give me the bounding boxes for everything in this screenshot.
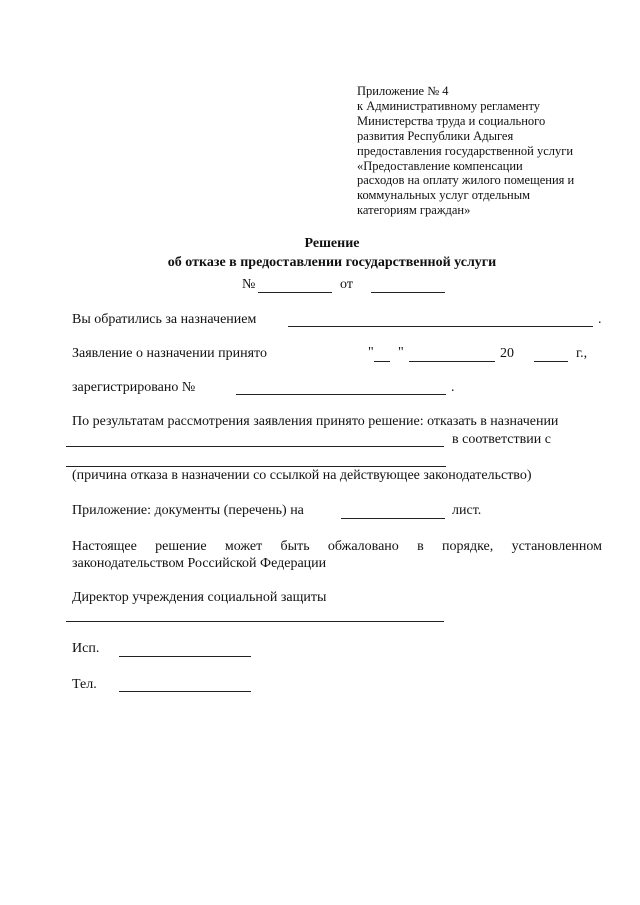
annex-line: к Административному регламенту [357, 98, 541, 113]
phone-field[interactable] [119, 691, 251, 692]
document-title: Решение [304, 236, 360, 251]
applied-service-field[interactable] [288, 326, 593, 327]
document-subtitle: об отказе в предоставлении государственной услуги [167, 255, 497, 270]
quote-open: " [368, 345, 374, 360]
number-field[interactable] [258, 292, 332, 293]
year-prefix: 20 [500, 346, 514, 361]
date-field[interactable] [371, 292, 445, 293]
refused-service-field[interactable] [66, 446, 444, 447]
director-signature-field[interactable] [66, 621, 444, 622]
from-label: от [340, 277, 353, 292]
annex-line: коммунальных услуг отдельным [357, 188, 531, 203]
attachment-label: Приложение: документы (перечень) на [72, 503, 304, 518]
day-field[interactable] [374, 361, 390, 362]
applied-label: Вы обратились за назначением [72, 312, 257, 327]
director-label: Директор учреждения социальной защиты [72, 590, 327, 605]
decision-text: По результатам рассмотрения заявления принято решение: отказать в назначении [72, 414, 559, 429]
annex-line: «Предоставление компенсации [357, 158, 523, 173]
sheets-count-field[interactable] [341, 518, 445, 519]
attachment-suffix: лист. [452, 503, 482, 518]
year-suffix: г., [576, 346, 588, 361]
accepted-label: Заявление о назначении принято [72, 346, 267, 361]
annex-line: Министерства труда и социального [357, 113, 546, 128]
registered-label: зарегистрировано № [72, 380, 196, 395]
accordance-text: в соответствии с [452, 432, 551, 447]
annex-line: расходов на оплату жилого помещения и [357, 173, 575, 188]
annex-line: категориям граждан» [357, 203, 471, 218]
applied-end: . [598, 312, 602, 327]
quote-close: " [398, 345, 404, 360]
registration-number-field[interactable] [236, 394, 446, 395]
month-field[interactable] [409, 361, 495, 362]
executor-field[interactable] [119, 656, 251, 657]
appeal-text: Настоящее решение может быть обжаловано в порядке, установленном законодательством Российской Федерации [72, 539, 602, 571]
legal-basis-field[interactable] [66, 466, 446, 467]
annex-line: предоставления государственной услуги [357, 143, 574, 158]
phone-label: Тел. [72, 677, 97, 692]
reason-hint: (причина отказа в назначении со ссылкой на действующее законодательство) [72, 468, 532, 483]
annex-line: Приложение № 4 [357, 84, 449, 98]
registered-end: . [451, 380, 455, 395]
annex-line: развития Республики Адыгея [357, 128, 514, 143]
executor-label: Исп. [72, 641, 100, 656]
annex-block [357, 84, 574, 218]
year-field[interactable] [534, 361, 568, 362]
number-label: № [242, 277, 256, 292]
